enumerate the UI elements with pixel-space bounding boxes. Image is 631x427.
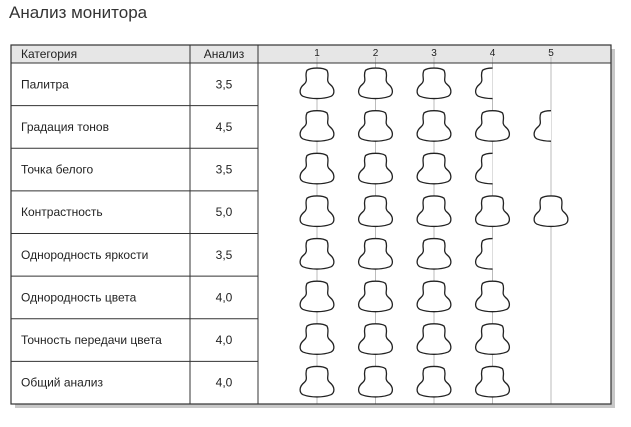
row-category-label: Однородность цвета: [21, 290, 137, 305]
scale-tick-label: 1: [314, 48, 320, 59]
header-background: [11, 45, 611, 63]
scale-tick-label: 3: [431, 48, 437, 59]
row-score-label: 4,0: [215, 290, 233, 305]
row-category-label: Палитра: [21, 77, 69, 92]
scale-tick-label: 2: [372, 48, 379, 59]
row-score-label: 4,0: [215, 333, 233, 348]
row-score-label: 4,0: [215, 375, 233, 390]
scale-tick-label: 5: [548, 48, 554, 59]
row-score-label: 3,5: [215, 162, 233, 177]
row-category-label: Точка белого: [21, 162, 94, 177]
row-category-label: Общий анализ: [21, 375, 104, 390]
row-category-label: Однородность яркости: [21, 247, 149, 262]
row-category-label: Градация тонов: [21, 119, 109, 134]
row-score-label: 5,0: [215, 205, 233, 220]
row-score-label: 4,5: [215, 119, 233, 134]
header-score: Анализ: [203, 47, 245, 61]
header-category: Категория: [21, 47, 78, 61]
page-title: Анализ монитора: [9, 3, 148, 22]
row-score-label: 3,5: [215, 77, 233, 92]
row-category-label: Контрастность: [21, 205, 103, 220]
scale-tick-label: 4: [489, 48, 496, 59]
row-category-label: Точность передачи цвета: [21, 333, 162, 348]
row-score-label: 3,5: [215, 247, 233, 262]
